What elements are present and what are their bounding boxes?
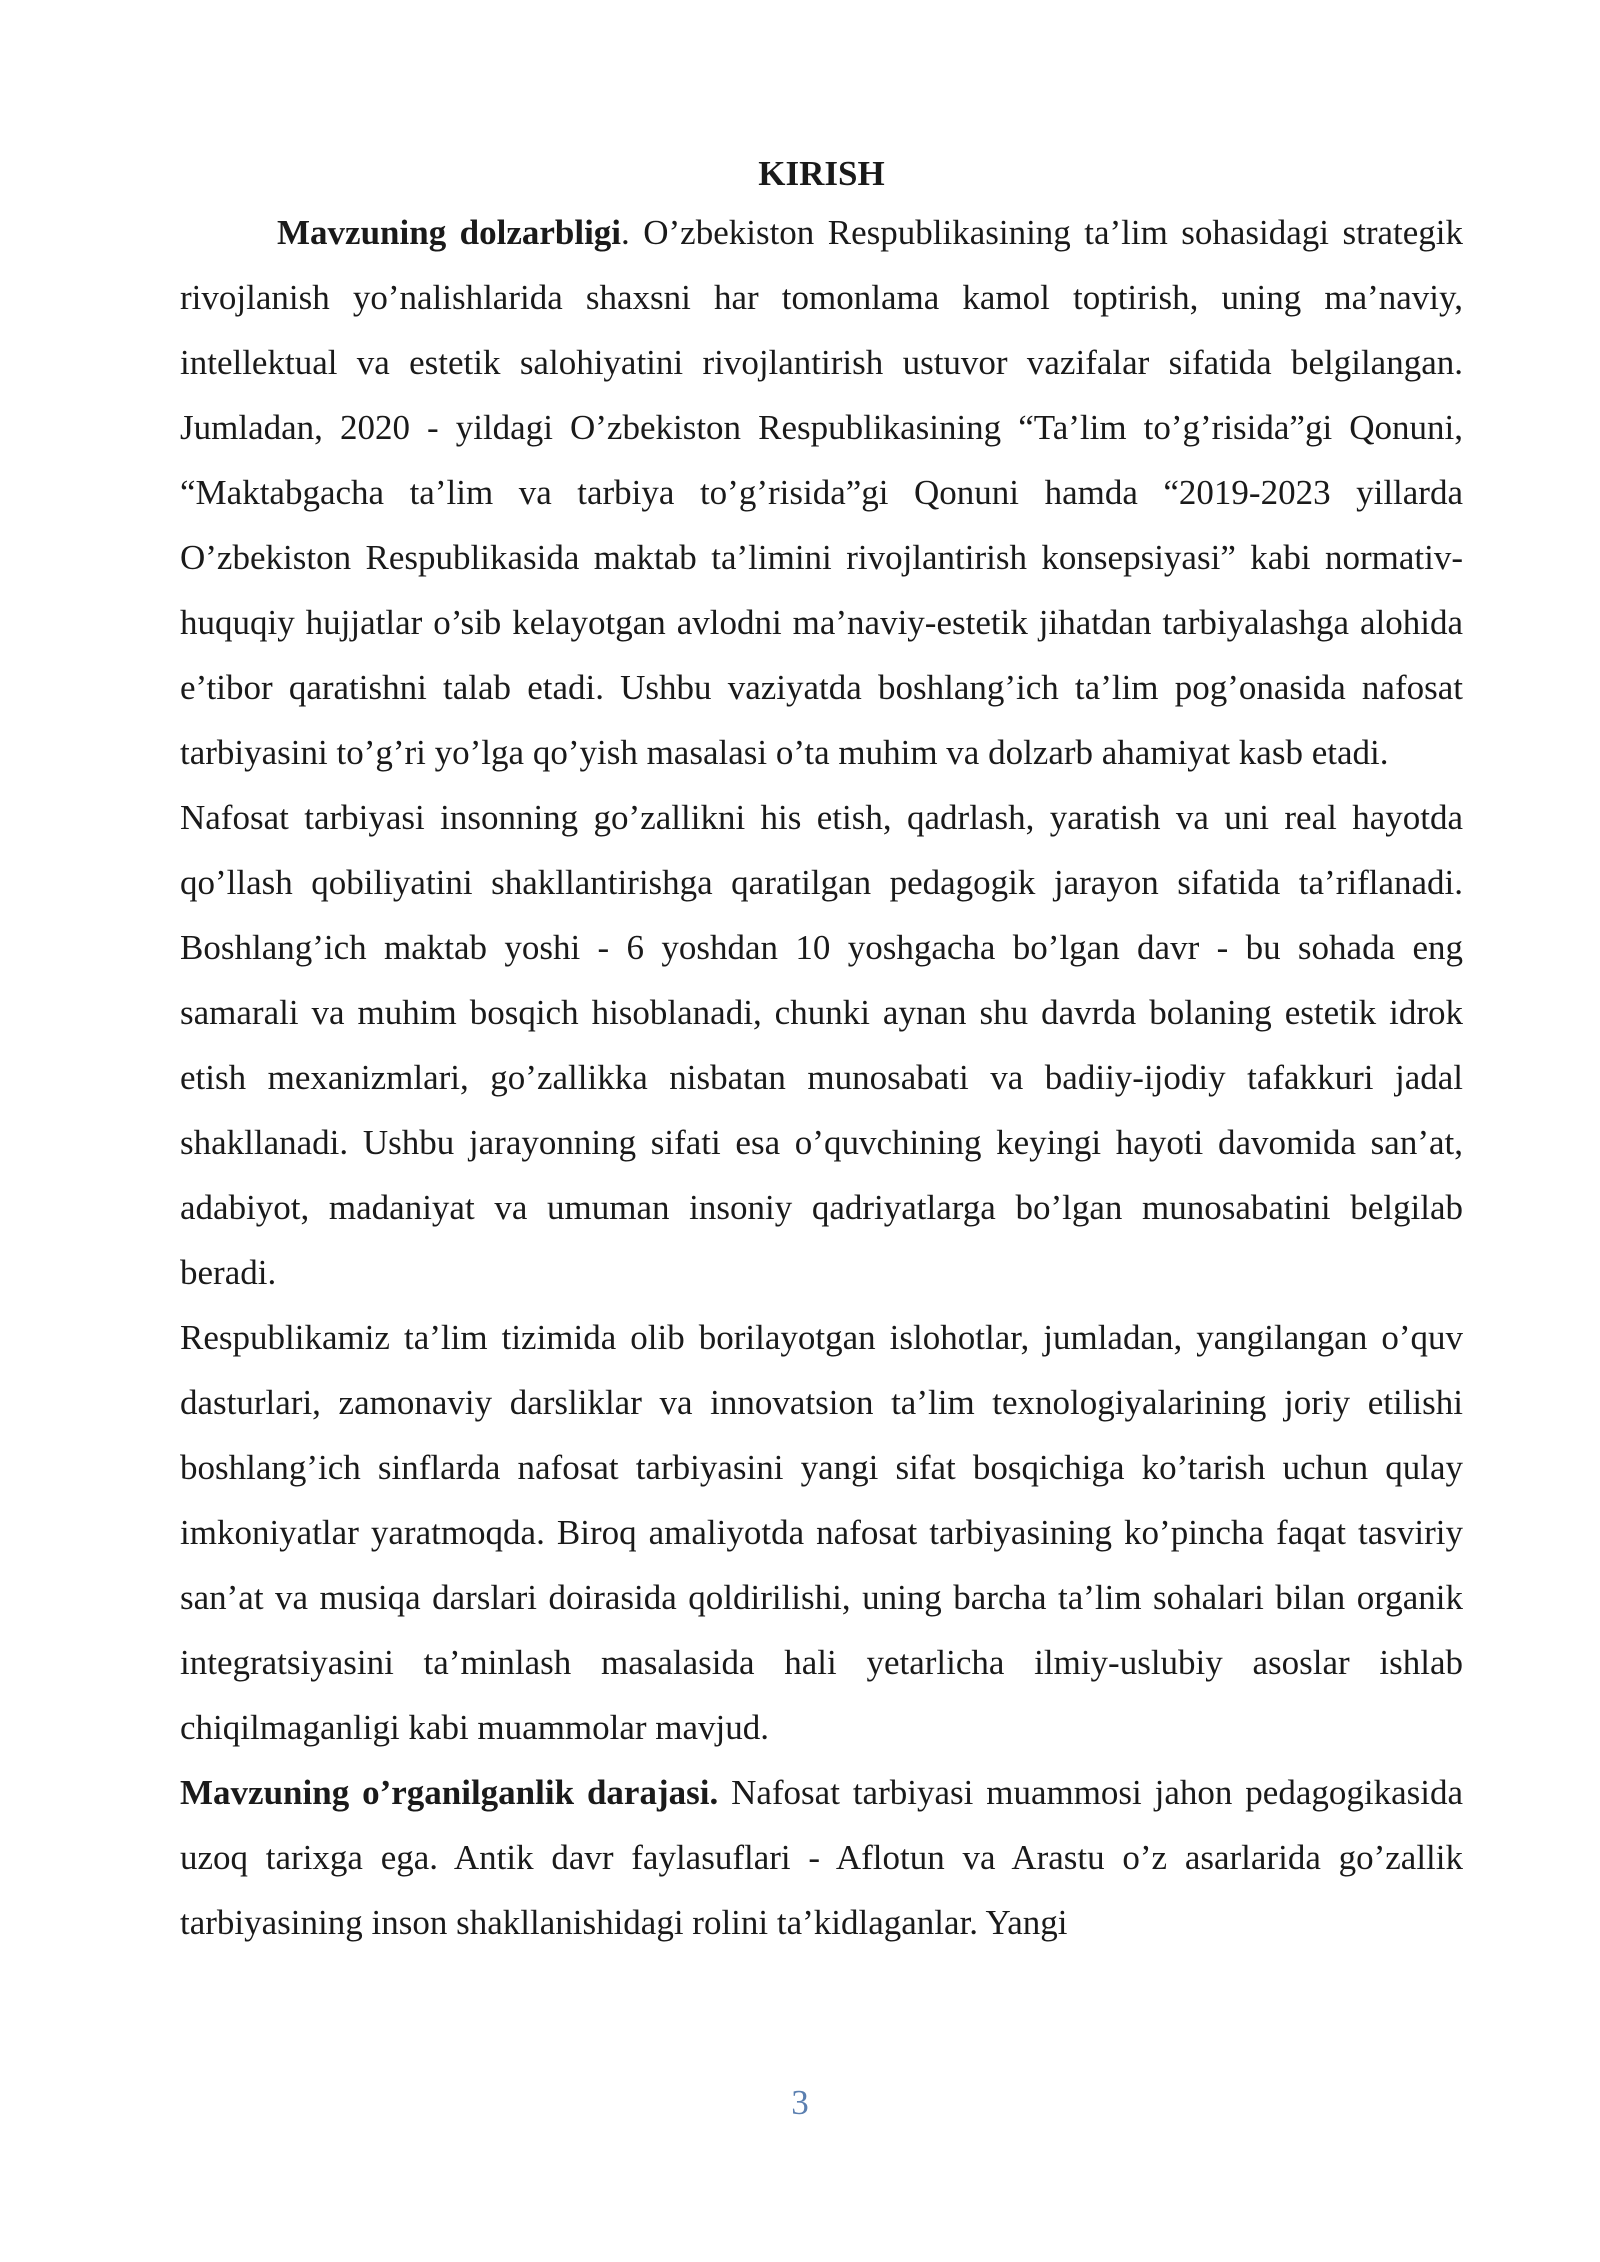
paragraph-aesthetic-education: [180, 785, 1463, 1305]
paragraph-relevance: [180, 200, 1463, 785]
paragraph-study-level: [180, 1760, 1463, 1955]
paragraph-lead-study-level: Mavzuning o’rganilganlik darajasi.: [180, 1773, 719, 1812]
page-number: 3: [791, 2083, 809, 2122]
paragraph-lead-relevance: Mavzuning dolzarbligi: [277, 213, 622, 252]
section-heading: KIRISH: [758, 154, 885, 193]
paragraph-reforms: [180, 1305, 1463, 1760]
paragraph-text-study-level: Nafosat tarbiyasi muammosi jahon pedagogikasida uzoq tarixga ega. Antik davr faylasuflari - Aflotun va Arastu o’z asarlarida go’zallik tarbiyasining inson shakllanishidagi rolini ta’kidlaganlar. Yangi: [180, 1773, 1464, 1942]
paragraph-text-aesthetic-education: Nafosat tarbiyasi insonning go’zallikni his etish, qadrlash, yaratish va uni real hayotda qo’llash qobiliyatini shakllantirishga qaratilgan pedagogik jarayon sifatida ta’riflanadi. Boshlang’ich maktab yoshi - 6 yoshdan 10 yoshgacha bo’lgan davr - bu sohada eng samarali va muhim bosqich hisoblanadi, chunki aynan shu davrda bolaning estetik idrok etish mexanizmlari, go’zallikka nisbatan munosabati va badiiy-ijodiy tafakkuri jadal shakllanadi. Ushbu jarayonning sifati esa o’quvchining keyingi hayoti davomida san’at, adabiyot, madaniyat va umuman insoniy qadriyatlarga bo’lgan munosabatini belgilab beradi.: [180, 798, 1463, 1292]
paragraph-text-relevance: . O’zbekiston Respublikasining ta’lim sohasidagi strategik rivojlanish yo’nalishlarida shaxsni har tomonlama kamol toptirish, uning ma’naviy, intellektual va estetik salohiyatini rivojlantirish ustuvor vazifalar sifatida belgilangan. Jumladan, 2020 - yildagi O’zbekiston Respublikasining “Ta’lim to’g’risida”gi Qonuni, “Maktabgacha ta’lim va tarbiya to’g’risida”gi Qonuni hamda “2019-2023 yillarda O’zbekiston Respublikasida maktab ta’limini rivojlantirish konsepsiyasi” kabi normativ-huquqiy hujjatlar o’sib kelayotgan avlodni ma’naviy-estetik jihatdan tarbiyalashga alohida e’tibor qaratishni talab etadi. Ushbu vaziyatda boshlang’ich ta’lim pog’onasida nafosat tarbiyasini to’g’ri yo’lga qo’yish masalasi o’ta muhim va dolzarb ahamiyat kasb etadi.: [180, 213, 1463, 772]
paragraph-text-reforms: Respublikamiz ta’lim tizimida olib borilayotgan islohotlar, jumladan, yangilangan o’quv dasturlari, zamonaviy darsliklar va innovatsion ta’lim texnologiyalarining joriy etilishi boshlang’ich sinflarda nafosat tarbiyasini yangi sifat bosqichiga ko’tarish uchun qulay imkoniyatlar yaratmoqda. Biroq amaliyotda nafosat tarbiyasining ko’pincha faqat tasviriy san’at va musiqa darslari doirasida qoldirilishi, uning barcha ta’lim sohalari bilan organik integratsiyasini ta’minlash masalasida hali yetarlicha ilmiy-uslubiy asoslar ishlab chiqilmaganligi kabi muammolar mavjud.: [180, 1318, 1463, 1747]
page-content: [180, 148, 1463, 1955]
